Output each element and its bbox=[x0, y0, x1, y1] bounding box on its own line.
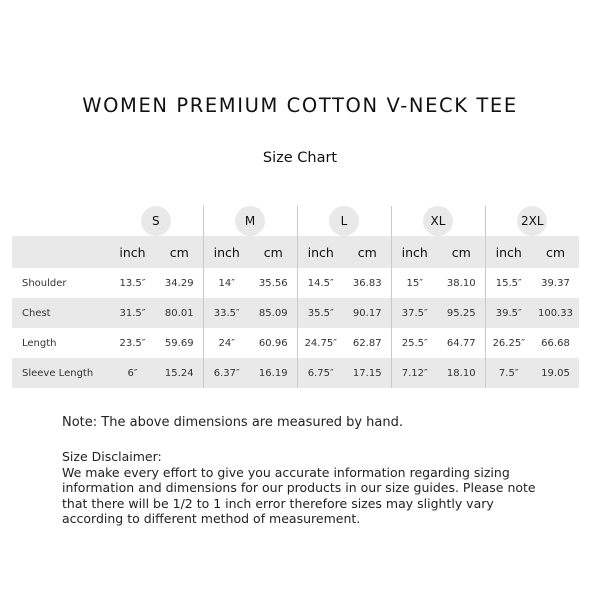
value-cm: 39.37 bbox=[532, 268, 579, 298]
size-badge: S bbox=[141, 206, 171, 236]
unit-inch: inch bbox=[485, 236, 532, 268]
row-label: Sleeve Length bbox=[12, 358, 109, 388]
value-inch: 26.25″ bbox=[485, 328, 532, 358]
size-column-m bbox=[203, 206, 297, 236]
value-inch: 7.12″ bbox=[391, 358, 438, 388]
value-inch: 13.5″ bbox=[109, 268, 156, 298]
value-cm: 64.77 bbox=[438, 328, 485, 358]
size-disclaimer bbox=[62, 449, 542, 527]
value-inch: 6″ bbox=[109, 358, 156, 388]
size-header-row bbox=[12, 206, 579, 236]
unit-inch: inch bbox=[391, 236, 438, 268]
unit-cm: cm bbox=[344, 236, 391, 268]
value-cm: 95.25 bbox=[438, 298, 485, 328]
value-cm: 38.10 bbox=[438, 268, 485, 298]
size-column-xl bbox=[391, 206, 485, 236]
value-cm: 80.01 bbox=[156, 298, 203, 328]
unit-cm: cm bbox=[250, 236, 297, 268]
table-row-length bbox=[12, 328, 579, 358]
value-cm: 60.96 bbox=[250, 328, 297, 358]
size-badge: XL bbox=[423, 206, 453, 236]
page-subtitle: Size Chart bbox=[262, 150, 338, 166]
empty-corner-cell bbox=[12, 206, 109, 236]
value-cm: 34.29 bbox=[156, 268, 203, 298]
page-title: WOMEN PREMIUM COTTON V-NECK TEE bbox=[82, 94, 518, 117]
row-label: Shoulder bbox=[12, 268, 109, 298]
value-cm: 85.09 bbox=[250, 298, 297, 328]
size-column-2xl bbox=[485, 206, 579, 236]
value-inch: 35.5″ bbox=[297, 298, 344, 328]
unit-inch: inch bbox=[109, 236, 156, 268]
value-inch: 24.75″ bbox=[297, 328, 344, 358]
size-column-s bbox=[109, 206, 203, 236]
value-inch: 39.5″ bbox=[485, 298, 532, 328]
value-cm: 19.05 bbox=[532, 358, 579, 388]
table-row-shoulder bbox=[12, 268, 579, 298]
row-label: Chest bbox=[12, 298, 109, 328]
unit-inch: inch bbox=[203, 236, 250, 268]
size-badge: L bbox=[329, 206, 359, 236]
value-cm: 62.87 bbox=[344, 328, 391, 358]
table-row-chest bbox=[12, 298, 579, 328]
value-cm: 16.19 bbox=[250, 358, 297, 388]
value-cm: 36.83 bbox=[344, 268, 391, 298]
value-cm: 18.10 bbox=[438, 358, 485, 388]
value-cm: 66.68 bbox=[532, 328, 579, 358]
value-cm: 17.15 bbox=[344, 358, 391, 388]
size-badge: M bbox=[235, 206, 265, 236]
value-inch: 15.5″ bbox=[485, 268, 532, 298]
value-inch: 14.5″ bbox=[297, 268, 344, 298]
value-inch: 14″ bbox=[203, 268, 250, 298]
measurement-note: Note: The above dimensions are measured by hand. bbox=[62, 415, 403, 430]
unit-corner-cell bbox=[12, 236, 109, 268]
value-inch: 24″ bbox=[203, 328, 250, 358]
value-inch: 25.5″ bbox=[391, 328, 438, 358]
value-cm: 35.56 bbox=[250, 268, 297, 298]
value-inch: 31.5″ bbox=[109, 298, 156, 328]
row-label: Length bbox=[12, 328, 109, 358]
unit-header-row bbox=[12, 236, 579, 268]
disclaimer-title: Size Disclaimer: bbox=[62, 449, 162, 464]
value-inch: 15″ bbox=[391, 268, 438, 298]
value-inch: 33.5″ bbox=[203, 298, 250, 328]
unit-cm: cm bbox=[438, 236, 485, 268]
value-inch: 7.5″ bbox=[485, 358, 532, 388]
value-inch: 6.75″ bbox=[297, 358, 344, 388]
size-chart-table bbox=[12, 206, 579, 388]
value-inch: 23.5″ bbox=[109, 328, 156, 358]
size-column-l bbox=[297, 206, 391, 236]
value-inch: 37.5″ bbox=[391, 298, 438, 328]
unit-inch: inch bbox=[297, 236, 344, 268]
value-cm: 15.24 bbox=[156, 358, 203, 388]
value-inch: 6.37″ bbox=[203, 358, 250, 388]
size-badge: 2XL bbox=[517, 206, 547, 236]
value-cm: 100.33 bbox=[532, 298, 579, 328]
unit-cm: cm bbox=[156, 236, 203, 268]
disclaimer-body: We make every effort to give you accurate information regarding sizing information and dimensions for our products in our size guides. Please note that there will be 1/2 to 1 inch error therefore sizes may slightly vary according to different method of measurement. bbox=[62, 464, 536, 526]
unit-cm: cm bbox=[532, 236, 579, 268]
table-row-sleeve-length bbox=[12, 358, 579, 388]
value-cm: 90.17 bbox=[344, 298, 391, 328]
value-cm: 59.69 bbox=[156, 328, 203, 358]
